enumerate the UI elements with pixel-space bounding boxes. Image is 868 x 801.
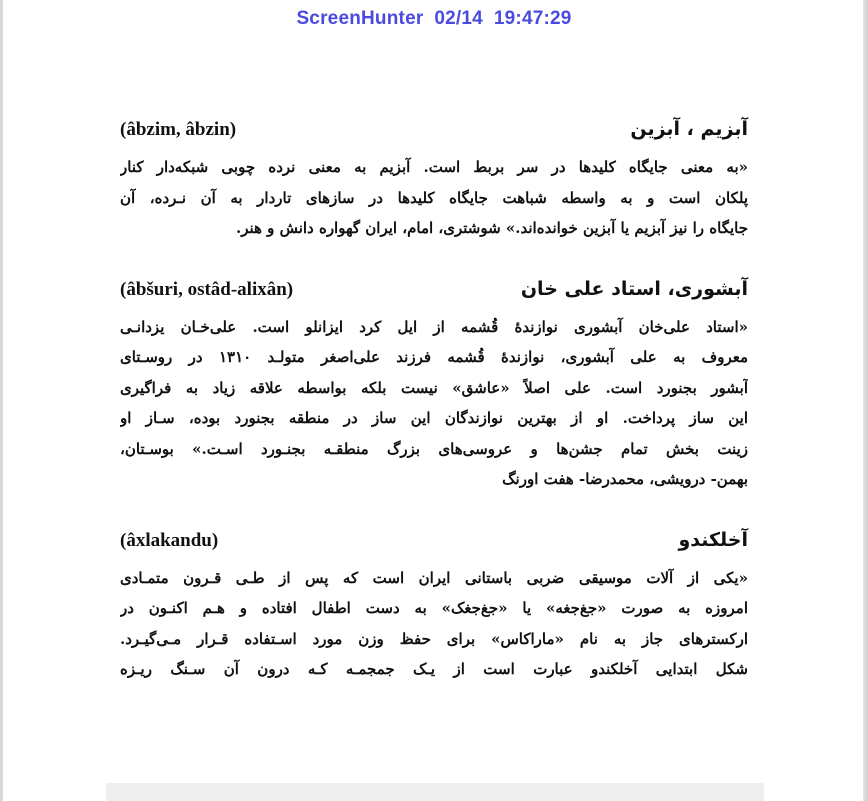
right-scrollbar-edge[interactable] xyxy=(863,0,868,801)
entry-header xyxy=(120,118,748,152)
page-bottom-shadow xyxy=(106,783,764,801)
left-page-edge xyxy=(0,0,3,801)
entry-line: «یکی از آلات موسیقی ضربی باستانی ایران است که پس از طـی قـرون متمـادی xyxy=(120,568,748,587)
entry-headword: آبشوری، استاد علی خان xyxy=(520,277,748,300)
entry-abshuri xyxy=(120,278,748,495)
entry-line: «به معنی جایگاه کلیدها در سر بربط است. آبزیم به معنی نرده چوبی شبکه‌دار کنار xyxy=(120,158,748,176)
entry-transliteration: (âbzim, âbzin) xyxy=(120,119,237,140)
entry-line: آبشور بجنورد است. علی اصلاً «عاشق» نیست بلکه بواسطه علاقه زیاد به فراگیری xyxy=(120,378,748,397)
entry-header xyxy=(120,278,748,312)
entry-abzim xyxy=(120,118,748,244)
entry-line: این ساز پرداخت. او از بهترین نوازندگان این ساز در منطقه بجنورد بوده، سـاز او xyxy=(120,409,748,427)
entry-line: پلکان است و به واسطه شباهت جایگاه کلیدها در سازهای تاردار به آن نـرده، آن xyxy=(120,188,748,207)
screenhunter-watermark: ScreenHunter 02/14 19:47:29 xyxy=(296,8,572,29)
entry-transliteration: (âxlakandu) xyxy=(120,529,219,551)
entry-transliteration: (âbšuri, ostâd-alixân) xyxy=(120,278,294,300)
entry-line: ارکسترهای جاز به نام «ماراکاس» برای حفظ وزن مورد اسـتفاده قـرار مـی‌گیـرد. xyxy=(120,629,748,648)
entry-body xyxy=(120,563,748,685)
entry-line: جایگاه را نیز آبزیم یا آبزین خوانده‌اند.» شوشتری، امام، ایران گهواره دانش و هنر. xyxy=(235,219,748,237)
entry-headword: آخلکندو xyxy=(678,528,748,551)
entry-headword: آبزیم ، آبزین xyxy=(630,118,748,140)
entry-line: امروزه به صورت «جغ‌جغه» یا «جغ‌جغک» به دست اطفال افتاده و هـم اکنـون در xyxy=(120,599,748,617)
entry-line: شکل ابتدایی آخلکندو عبارت است از یـک جمجمـه کـه درون آن سـنگ ریـزه xyxy=(120,660,748,678)
entry-body xyxy=(120,152,748,244)
entry-line: «استاد علی‌خان آبشوری نوازندهٔ قُشمه از ایل کرد ایزانلو است. علی‌خـان یزدانـی xyxy=(120,317,748,336)
entry-line: معروف به علی آبشوری، نوازندهٔ قُشمه فرزند علی‌اصغر متولـد ۱۳۱۰ در روسـتای xyxy=(120,348,748,366)
document-page xyxy=(120,118,748,685)
entry-header xyxy=(120,529,748,563)
entry-akhlakandu xyxy=(120,529,748,685)
entry-line: بهمن- درویشی، محمدرضا- هفت اورنگ xyxy=(502,470,748,488)
entry-body xyxy=(120,312,748,495)
entry-line: زینت بخش تمام جشن‌ها و عروسی‌های بزرگ منطقـه بجنـورد اسـت.» بوسـتان، xyxy=(120,439,748,458)
